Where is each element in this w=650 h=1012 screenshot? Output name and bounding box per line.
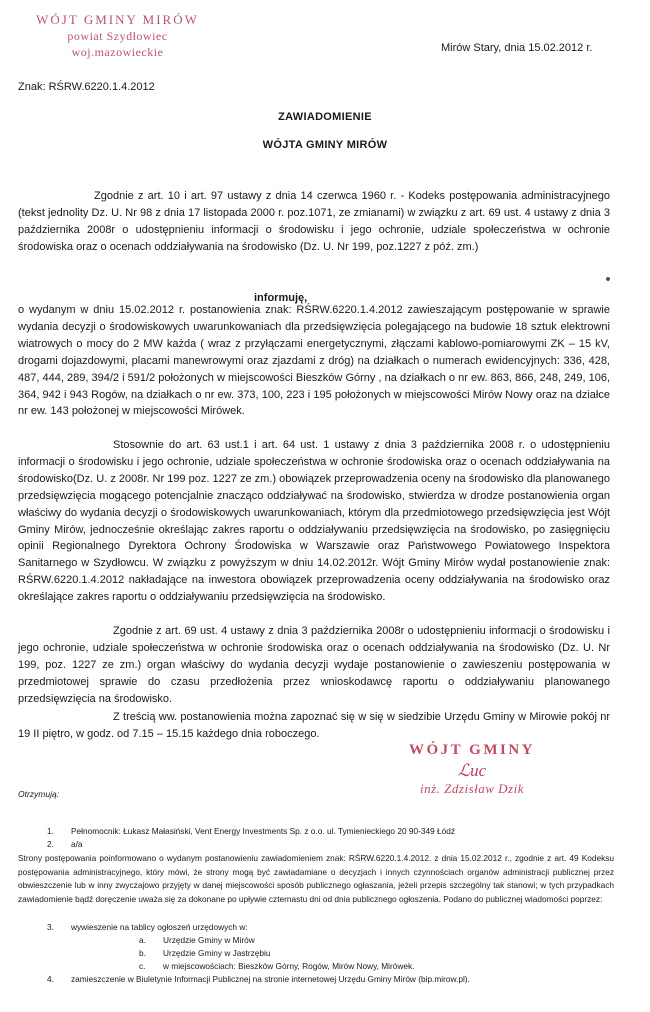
- publication-list: [47, 922, 627, 987]
- recipient-2: a/a: [71, 839, 83, 849]
- body-text-3: Zgodnie z art. 69 ust. 4 ustawy z dnia 3 października 2008r o udostępnieniu informacji o środowisku i jego ochronie, udziale społeczeństwa w ochronie środowiska oraz o ocenach oddziaływania na środowisko (Dz. U. Nr 199, poz. 1227 ze zm.) organ właściwy do wydania decyzji wydaje postanowienie o zawieszeniu postępowania w przedmiotowej sprawie do czasu przedłożenia przez wnioskodawcę raportu o oddziaływaniu planowanego przedsięwzięcia na środowisko.: [18, 625, 610, 705]
- recipient-1: Pełnomocnik: Łukasz Małasiński, Vent Energy Investments Sp. z o.o. ul. Tymienieckiego 20 90-349 Łódź: [71, 826, 456, 836]
- list-item: [47, 922, 627, 935]
- signature-title: WÓJT GMINY: [409, 742, 535, 758]
- body-text-2: Stosownie do art. 63 ust.1 i art. 64 ust. 1 ustawy z dnia 3 października 2008 r. o udostępnieniu informacji o środowisku i jego ochronie, udziale społeczeństwa w ochronie środowiska oraz o ocenach oddziaływania na środowisko(Dz. U. z 2008r. Nr 199 poz. 1227 ze zm.) obowiązek przeprowadzenia oceny na środowisko dla planowanego przedsięwzięcia mogącego potencjalnie znacząco oddziaływać na środowisko, stwierdza w drodze postanowienia organ właściwy do wydania decyzji o środowiskowych uwarunkowaniach, którym dla przedmiotowego przedsięwzięcia jest Wójt Gminy Mirów, jednocześnie określając zakres raportu o oddziaływaniu przedsięwzięcia na środowisko, po zasięgnięciu opinii Regionalnego Dyrektora Ochrony Środowiska w Warszawie oraz Państwowego Powiatowego Inspektora Sanitarnego w Szydłowcu. W związku z powyższym w dniu 14.02.2012r. Wójt Gminy Mirów wydał postanowienie znak: RŚRW.6220.1.4.2012 nakładające na inwestora obowiązek przeprowadzenia oceny oddziaływania na środowisko oraz określające zakres raportu o oddziaływaniu przedsięwzięcia na środowisko.: [18, 439, 610, 604]
- stamp-line-2: powiat Szydłowiec: [67, 29, 168, 43]
- reference-number: Znak: RŚRW.6220.1.4.2012: [18, 81, 155, 93]
- sub-letter: c.: [139, 961, 146, 971]
- signature-stamp: [392, 742, 552, 797]
- sub-letter: a.: [139, 935, 146, 945]
- stamp-line-3: woj.mazowieckie: [71, 45, 164, 59]
- list-item: [47, 839, 627, 852]
- intro-paragraph: [18, 188, 610, 256]
- publication-notice: [18, 852, 614, 906]
- body-paragraph-4: [18, 709, 610, 743]
- document-title: ZAWIADOMIENIE: [278, 111, 372, 123]
- sub-item-c: w miejscowościach: Bieszków Górny, Rogów, Mirów Nowy, Mirówek.: [163, 961, 415, 971]
- sub-letter: b.: [139, 948, 146, 958]
- sub-item-b: Urzędzie Gminy w Jastrzębiu: [163, 948, 271, 958]
- list-item: [47, 974, 627, 987]
- list-number: 3.: [47, 922, 54, 932]
- list-item: [47, 961, 627, 974]
- list-item: [47, 948, 627, 961]
- list-item: [47, 826, 627, 839]
- document-subtitle: WÓJTA GMINY MIRÓW: [262, 139, 388, 151]
- body-paragraph-2: [18, 437, 610, 606]
- list-number: 1.: [47, 826, 54, 836]
- document-date: Mirów Stary, dnia 15.02.2012 r.: [441, 42, 593, 54]
- intro-text: Zgodnie z art. 10 i art. 97 ustawy z dnia 14 czerwca 1960 r. - Kodeks postępowania administracyjnego (tekst jednolity Dz. U. Nr 98 z dnia 17 listopada 2000 r. poz.1071, ze zmianami) w związku z art. 69 ust. 4 ustawy z dnia 3 października 2008r o udostępnieniu informacji o środowisku i jego ochronie, udziale społeczeństwa w ochronie środowiska oraz o ocenach oddziaływania na środowisko (Dz. U. Nr 199, poz.1227 z póź. zm.): [18, 190, 610, 253]
- recipients-label: Otrzymują:: [18, 789, 60, 799]
- list-number: 2.: [47, 839, 54, 849]
- body-text-1: o wydanym w dniu 15.02.2012 r. postanowienia znak: RŚRW.6220.1.4.2012 zawieszającym postępowanie w sprawie wydania decyzji o środowiskowych uwarunkowaniach dla przedsięwzięcia polegającego na budowie 18 sztuk elektrowni wiatrowych o mocy do 2 MW każda ( wraz z przyłączami energetycznymi, złączami kablowo-pomiarowymi ZK – 15 kV, drogami dojazdowymi, placami manewrowymi oraz zjazdami z dróg) na działkach o numerach ewidencyjnych: 336, 428, 487, 444, 289, 394/2 i 591/2 położonych w miejscowości Bieszków Górny , na działkach o nr ew. 863, 866, 248, 249, 106, 364, 942 i 943 Rogów, na działkach o nr ew. 373, 100, 223 i 195 położonych w miejscowości Mirów Nowy oraz na działce nr ew. 143 położonej w miejscowości Mirówek.: [18, 304, 610, 418]
- list-number: 4.: [47, 974, 54, 984]
- office-stamp: [30, 12, 205, 60]
- sub-item-a: Urzędzie Gminy w Mirów: [163, 935, 255, 945]
- ink-mark: [605, 276, 610, 281]
- body-paragraph-3: [18, 623, 610, 708]
- recipients-list: [47, 826, 627, 852]
- signature-name: inż. Zdzisław Dzik: [420, 781, 524, 796]
- publication-item-4: zamieszczenie w Biuletynie Informacji Publicznej na stronie internetowej Urzędu Gminy Mirów (bip.mirow.pl).: [71, 974, 470, 984]
- stamp-line-1: WÓJT GMINY MIRÓW: [36, 12, 199, 27]
- body-paragraph-1: [18, 302, 610, 420]
- informuje-heading: informuję,: [254, 292, 308, 304]
- body-text-4: Z treścią ww. postanowienia można zapoznać się w się w siedzibie Urzędu Gminy w Mirowie pokój nr 19 II piętro, w godz. od 7.15 – 15.15 każdego dnia roboczego.: [18, 711, 610, 740]
- handwritten-signature: ℒuc: [457, 761, 487, 780]
- notice-text: Strony postępowania poinformowano o wydanym postanowieniu zawiadomieniem znak: RŚRW.6220.1.4.2012. z dnia 15.02.2012 r., zgodnie z art. 49 Kodeksu postępowania administracyjnego, który mówi, że strony mogą być zawiadamiane o decyzjach i innych czynnościach organów administracji publicznej przez obwieszczenie lub w inny zwyczajowo przyjęty w danej miejscowości sposób publicznego ogłaszania, jeżeli przepis szczególny tak stanowi; w tych przypadkach zawiadomienie bądź doręczenie uważa się za dokonane po upływie czternastu dni od dnia publicznego ogłoszenia. Podano do publicznej wiadomości poprzez:: [18, 853, 614, 904]
- publication-item-3: wywieszenie na tablicy ogłoszeń urzędowych w:: [71, 922, 248, 932]
- list-item: [47, 935, 627, 948]
